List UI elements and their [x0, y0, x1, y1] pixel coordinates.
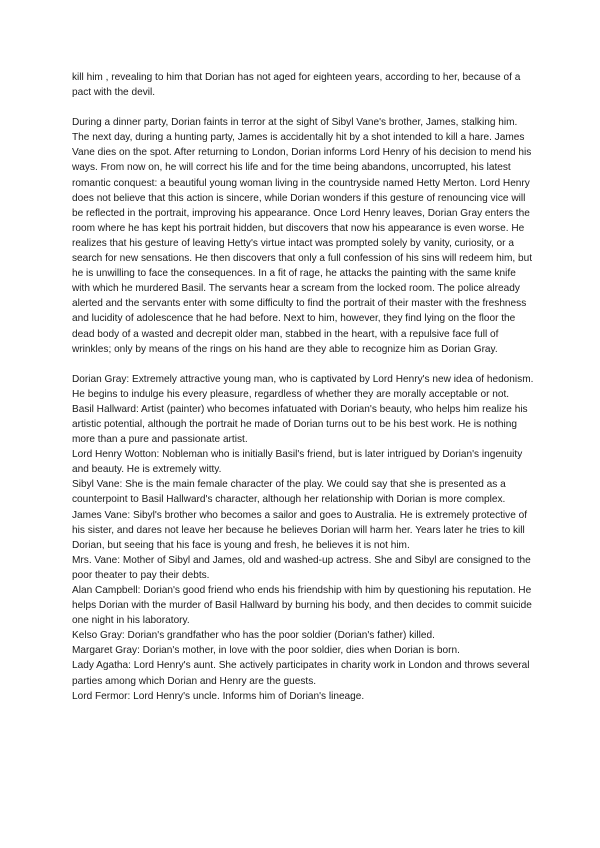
character-entry-basil-hallward: Basil Hallward: Artist (painter) who becomes infatuated with Dorian's beauty, who helps him realize his artistic potential, although the portrait he made of Dorian turns out to be his best work. He is nothing more than a pure and passionate artist. [72, 403, 528, 446]
plot-paragraph: During a dinner party, Dorian faints in terror at the sight of Sibyl Vane's brother, James, stalking him. The next day, during a hunting party, James is accidentally hit by a shot intended to kill a hare. James Vane dies on the spot. After returning to London, Dorian informs Lord Henry of his decision to mend his ways. From now on, he will correct his life and for the time being abandons, uncorrupted, his latest romantic conquest: a beautiful young woman living in the countryside named Hetty Merton. Lord Henry does not believe that this action is sincere, while Dorian wonders if this gesture of renouncing vice will be reflected in the portrait, improving his appearance. Once Lord Henry leaves, Dorian Gray enters the room where he has kept his portrait hidden, but discovers that now his appearance is even worse. He realizes that his gesture of leaving Hetty's virtue intact was prompted solely by vanity, curiosity, or a search for new sensations. He then discovers that only a full confession of his sins will redeem him, but he is unwilling to face the consequences. In a fit of rage, he attacks the painting with the same knife with which he murdered Basil. The servants hear a scream from the locked room. The police already alerted and the servants enter with some difficulty to find the portrait of their master with the freshness and lucidity of adolescence that he had before. Next to him, however, they find lying on the floor the dead body of a wasted and decrepit older man, stabbed in the heart, with a repulsive face full of wrinkles; only by means of the rings on his hand are they able to recognize him as Dorian Gray. [72, 117, 533, 355]
character-entry-dorian-gray: Dorian Gray: Extremely attractive young man, who is captivated by Lord Henry's new idea of hedonism. He begins to indulge his every pleasure, regardless of whether they are morally acceptable or not. [72, 373, 534, 400]
paragraph-gap [72, 100, 534, 115]
character-entry-kelso-gray: Kelso Gray: Dorian's grandfather who has the poor soldier (Dorian's father) killed. [72, 630, 435, 642]
character-entry-margaret-gray: Margaret Gray: Dorian's mother, in love with the poor soldier, dies when Dorian is born. [72, 645, 460, 657]
character-entry-mrs-vane: Mrs. Vane: Mother of Sibyl and James, old and washed-up actress. She and Sibyl are consigned to the poor theater to pay their debts. [72, 554, 531, 581]
character-entry-lady-agatha: Lady Agatha: Lord Henry's aunt. She actively participates in charity work in London and throws several parties among which Dorian and Henry are the guests. [72, 660, 530, 687]
character-entry-lord-fermor: Lord Fermor: Lord Henry's uncle. Informs him of Dorian's lineage. [72, 690, 365, 702]
intro-paragraph: kill him , revealing to him that Dorian has not aged for eighteen years, according to her, because of a pact with the devil. [72, 72, 521, 99]
character-list [72, 372, 534, 704]
paragraph-gap [72, 357, 534, 372]
character-entry-alan-campbell: Alan Campbell: Dorian's good friend who ends his friendship with him by questioning his reputation. He helps Dorian with the murder of Basil Hallward by burning his body, and then decides to commit suicide one night in his laboratory. [72, 585, 532, 627]
character-entry-james-vane: James Vane: Sibyl's brother who becomes a sailor and goes to Australia. He is extremely protective of his sister, and dares not leave her because he believes Dorian will harm her. Years later he tries to kill Dorian, but seeing that his face is young and fresh, he believes it is not him. [72, 509, 528, 551]
document-page [72, 70, 534, 704]
character-entry-lord-henry-wotton: Lord Henry Wotton: Nobleman who is initially Basil's friend, but is later intrigued by Dorian's ingenuity and beauty. He is extremely witty. [72, 449, 523, 476]
character-entry-sibyl-vane: Sibyl Vane: She is the main female character of the play. We could say that she is presented as a counterpoint to Basil Hallward's character, although her relationship with Dorian is more complex. [72, 479, 506, 506]
